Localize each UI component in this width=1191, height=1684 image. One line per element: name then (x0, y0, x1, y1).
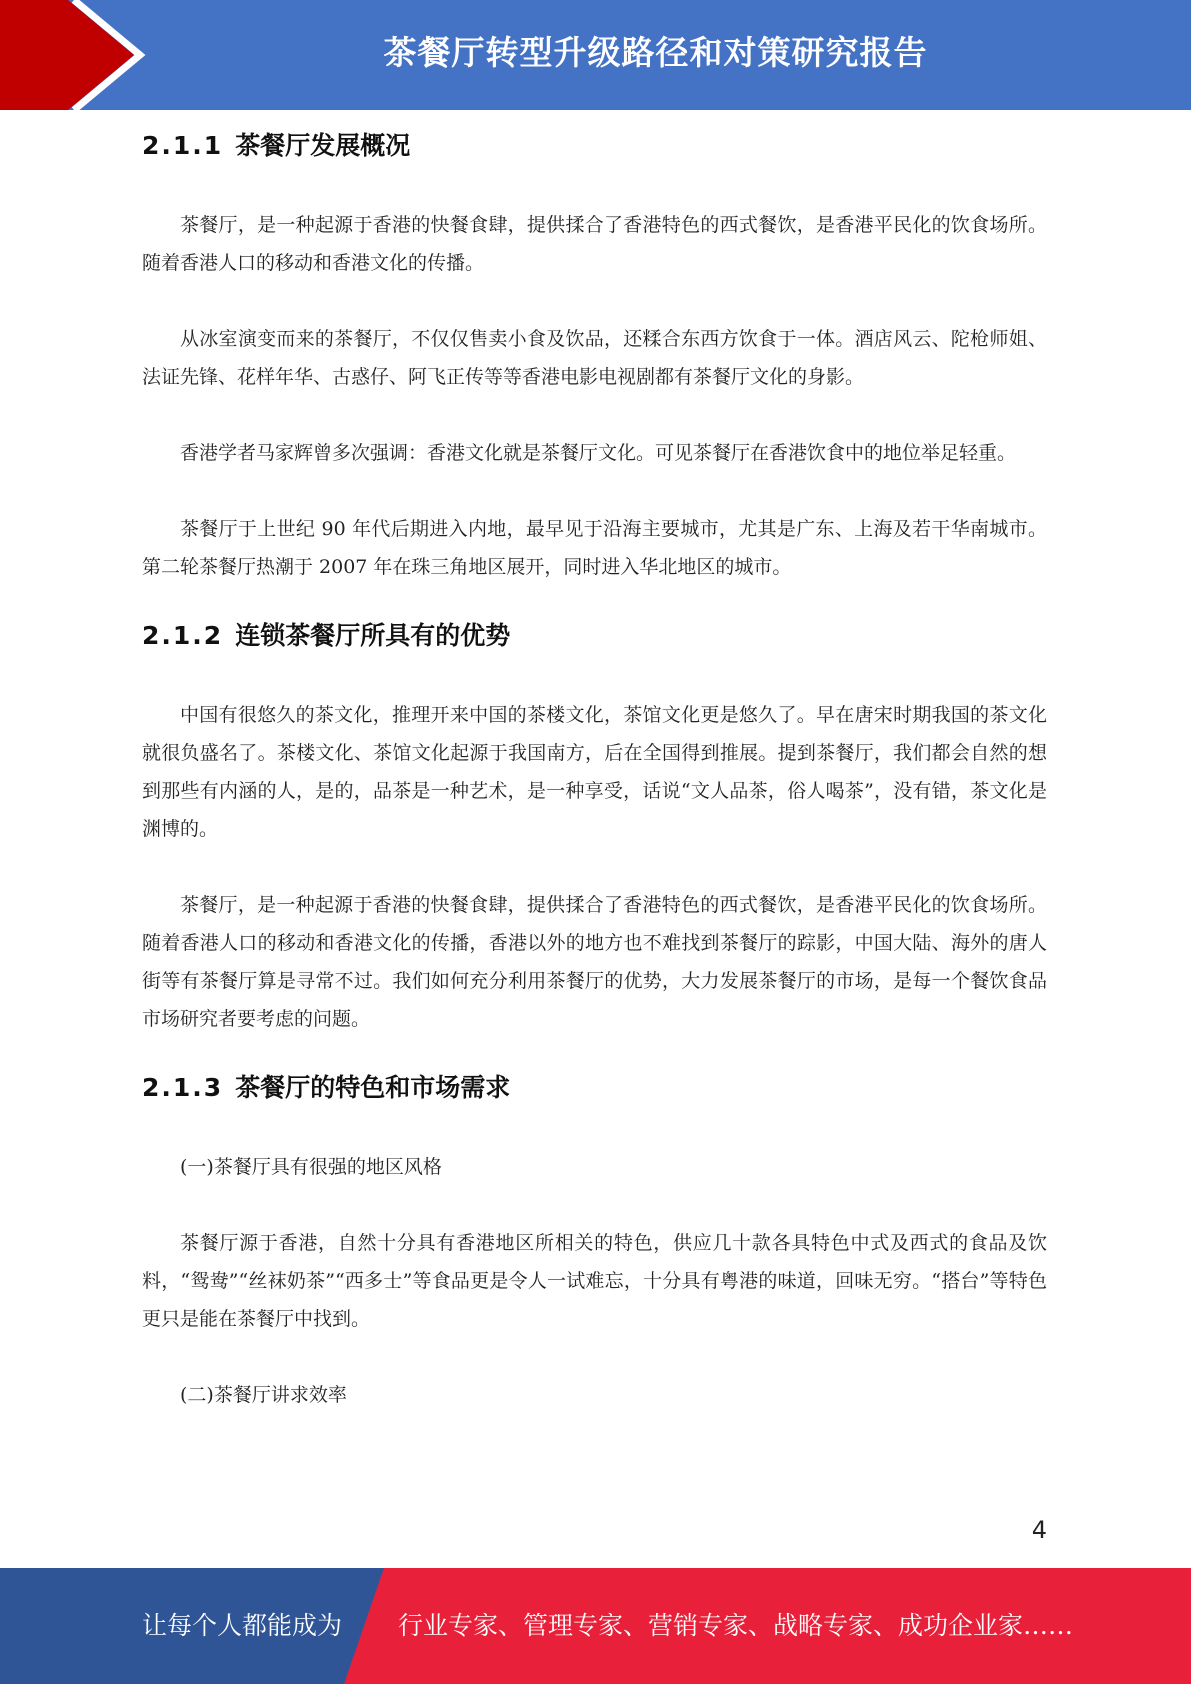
section-number: 2.1.3 (142, 1073, 224, 1102)
paragraph: 茶餐厅于上世纪 90 年代后期进入内地，最早见于沿海主要城市，尤其是广东、上海及若干华南城市。第二轮茶餐厅热潮于 2007 年在珠三角地区展开，同时进入华北地区的城市。 (142, 518, 1047, 578)
paragraph: 从冰室演变而来的茶餐厅，不仅仅售卖小食及饮品，还糅合东西方饮食于一体。酒店风云、陀枪师姐、法证先锋、花样年华、古惑仔、阿飞正传等等香港电影电视剧都有茶餐厅文化的身影。 (142, 328, 1047, 388)
section-number: 2.1.2 (142, 621, 224, 650)
paragraph: 茶餐厅源于香港，自然十分具有香港地区所相关的特色，供应几十款各具特色中式及西式的食品及饮料，“鸳鸯”“丝袜奶茶”“西多士”等食品更是令人一试难忘，十分具有粤港的味道，回味无穷。“搭台”等特色更只是能在茶餐厅中找到。 (142, 1232, 1047, 1330)
footer-slogan-right: 行业专家、管理专家、营销专家、战略专家、成功企业家…… (398, 1611, 1074, 1640)
section-number: 2.1.1 (142, 131, 224, 160)
document-body (142, 128, 1047, 1414)
paragraph: 茶餐厅，是一种起源于香港的快餐食肆，提供揉合了香港特色的西式餐饮，是香港平民化的饮食场所。随着香港人口的移动和香港文化的传播，香港以外的地方也不难找到茶餐厅的踪影，中国大陆、海外的唐人街等有茶餐厅算是寻常不过。我们如何充分利用茶餐厅的优势，大力发展茶餐厅的市场，是每一个餐饮食品市场研究者要考虑的问题。 (142, 894, 1047, 1030)
section-title: 茶餐厅的特色和市场需求 (235, 1073, 511, 1102)
footer-slogan-left: 让每个人都能成为 (142, 1611, 343, 1640)
section-heading-2-1-2 (142, 618, 1047, 654)
report-title: 茶餐厅转型升级路径和对策研究报告 (383, 33, 928, 72)
header-chevron-decoration (0, 0, 160, 110)
page-header-band (0, 0, 1191, 110)
page-footer-band (0, 1568, 1191, 1684)
subheading-item: (二)茶餐厅讲求效率 (180, 1384, 347, 1406)
section-heading-2-1-1 (142, 128, 1047, 164)
subheading-item: (一)茶餐厅具有很强的地区风格 (180, 1156, 442, 1178)
section-heading-2-1-3 (142, 1070, 1047, 1106)
paragraph: 茶餐厅，是一种起源于香港的快餐食肆，提供揉合了香港特色的西式餐饮，是香港平民化的饮食场所。随着香港人口的移动和香港文化的传播。 (142, 214, 1047, 274)
section-title: 连锁茶餐厅所具有的优势 (235, 621, 511, 650)
page-number: 4 (1031, 1516, 1047, 1544)
paragraph: 中国有很悠久的茶文化，推理开来中国的茶楼文化，茶馆文化更是悠久了。早在唐宋时期我国的茶文化就很负盛名了。茶楼文化、茶馆文化起源于我国南方，后在全国得到推展。提到茶餐厅，我们都会自然的想到那些有内涵的人，是的，品茶是一种艺术，是一种享受，话说“文人品茶，俗人喝茶”，没有错，茶文化是渊博的。 (142, 704, 1047, 840)
paragraph: 香港学者马家辉曾多次强调：香港文化就是茶餐厅文化。可见茶餐厅在香港饮食中的地位举足轻重。 (180, 442, 1017, 464)
section-title: 茶餐厅发展概况 (235, 131, 411, 160)
